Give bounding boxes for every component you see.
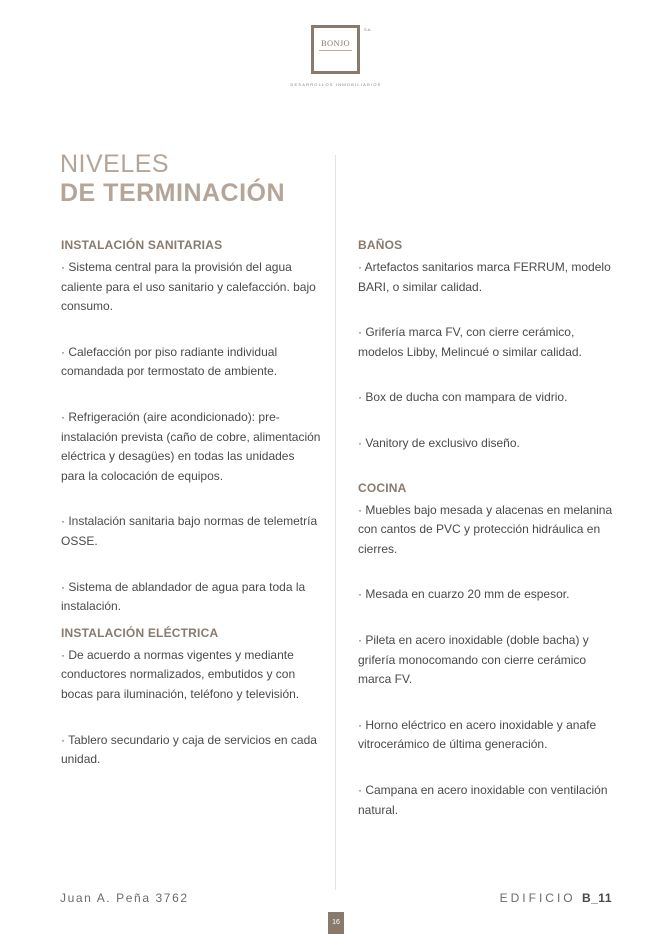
footer-address: Juan A. Peña 3762	[60, 891, 189, 905]
section-cocina	[358, 480, 618, 821]
list-item: · Horno eléctrico en acero inoxidable y anafe vitrocerámico de última generación.	[358, 717, 597, 752]
section-heading: BAÑOS	[358, 238, 403, 252]
section-instalacion-electrica	[61, 625, 321, 770]
list-item: · Tablero secundario y caja de servicios en cada unidad.	[61, 732, 317, 767]
left-column	[61, 237, 321, 770]
list-item: · Pileta en acero inoxidable (doble bacha) y grifería monocomando con cierre cerámico marca FV.	[358, 632, 589, 687]
list-item: · Campana en acero inoxidable con ventilación natural.	[358, 782, 608, 817]
section-heading: COCINA	[358, 480, 407, 495]
page-number: 16	[328, 912, 344, 934]
list-item: · Vanitory de exclusivo diseño.	[358, 435, 520, 450]
list-item: · De acuerdo a normas vigentes y mediante conductores normalizados, embutidos y con bocas para iluminación, teléfono y televisión.	[61, 647, 300, 701]
section-banos	[358, 237, 618, 454]
list-item: · Box de ducha con mampara de vidrio.	[358, 390, 568, 405]
page-title-line2: DE TERMINACIÓN	[60, 179, 286, 207]
logo-sa: S.A.	[364, 27, 372, 32]
footer-building-prefix: EDIFICIO	[499, 891, 576, 905]
footer-building-code: B_11	[581, 891, 612, 905]
list-item: · Instalación sanitaria bajo normas de telemetría OSSE.	[61, 514, 318, 548]
list-item: · Grifería marca FV, con cierre cerámico, modelos Libby, Melincué o similar calidad.	[358, 325, 582, 359]
page-title-line1: NIVELES	[60, 150, 170, 178]
list-item: · Refrigeración (aire acondicionado): pre-instalación prevista (caño de cobre, alimentación eléctrica y desagües) en todas las unidades para la colocación de equipos.	[61, 409, 321, 483]
right-column	[358, 237, 618, 820]
list-item: · Sistema central para la provisión del agua caliente para el uso sanitario y calefacción. bajo consumo.	[61, 260, 316, 314]
section-instalacion-sanitarias	[61, 237, 321, 617]
list-item: · Sistema de ablandador de agua para toda la instalación.	[61, 579, 306, 614]
section-heading: INSTALACIÓN SANITARIAS	[61, 238, 223, 252]
list-item: · Artefactos sanitarios marca FERRUM, modelo BARI, o similar calidad.	[358, 260, 611, 294]
column-divider	[335, 155, 336, 890]
list-item: · Mesada en cuarzo 20 mm de espesor.	[358, 587, 570, 602]
section-heading: INSTALACIÓN ELÉCTRICA	[61, 625, 219, 640]
logo-name: BONJO	[321, 38, 350, 48]
logo-divider	[319, 50, 352, 51]
list-item: · Muebles bajo mesada y alacenas en melanina con cantos de PVC y protección hidráulica en cierres.	[358, 502, 613, 556]
list-item: · Calefacción por piso radiante individual comandada por termostato de ambiente.	[61, 344, 278, 379]
logo-tagline: DESARROLLOS INMOBILIARIOS	[290, 82, 382, 87]
company-logo	[311, 25, 360, 74]
footer-building	[500, 891, 612, 905]
